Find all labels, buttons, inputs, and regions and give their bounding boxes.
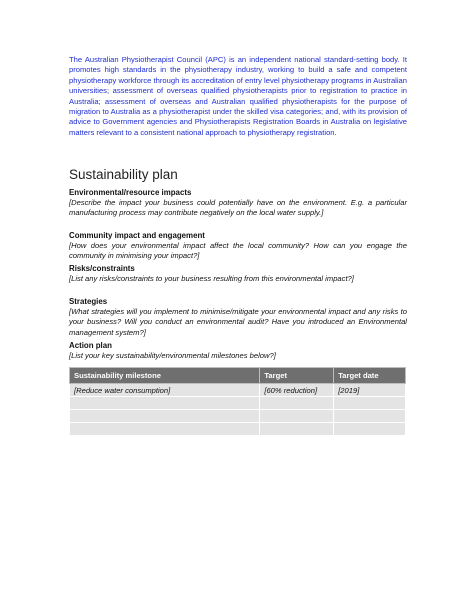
table-cell — [334, 410, 406, 423]
column-header-target: Target — [260, 368, 334, 384]
section-environmental-impacts — [69, 188, 407, 219]
table-row — [70, 423, 406, 436]
section-strategies — [69, 297, 407, 338]
section-body: [What strategies will you implement to minimise/mitigate your environmental impact and any risks to your business? Will you conduct an environmental audit? Have you introduced an Environmental management system?] — [69, 307, 407, 337]
section-title: Community impact and engagement — [69, 231, 205, 240]
page-title: Sustainability plan — [69, 167, 178, 182]
table-cell — [260, 423, 334, 436]
table-cell: [60% reduction] — [260, 384, 334, 397]
section-title: Environmental/resource impacts — [69, 188, 192, 197]
section-action-plan — [69, 341, 407, 361]
table-cell — [70, 397, 260, 410]
section-risks-constraints — [69, 264, 407, 284]
section-title: Risks/constraints — [69, 264, 135, 273]
section-body: [How does your environmental impact affect the local community? How can you engage the community in minimising your impact?] — [69, 241, 407, 261]
table-cell: [Reduce water consumption] — [70, 384, 260, 397]
section-title: Action plan — [69, 341, 112, 350]
section-body: [List your key sustainability/environmental milestones below?] — [69, 351, 276, 360]
table-cell — [260, 410, 334, 423]
section-body: [List any risks/constraints to your business resulting from this environmental impact?] — [69, 274, 354, 283]
section-body: [Describe the impact your business could potentially have on the environment. E.g. a particular manufacturing process may contribute negatively on the local water supply.] — [69, 198, 407, 218]
table-cell — [70, 410, 260, 423]
action-plan-table — [69, 367, 406, 436]
table-cell — [260, 397, 334, 410]
table-row — [70, 384, 406, 397]
column-header-milestone: Sustainability milestone — [70, 368, 260, 384]
table-cell — [334, 397, 406, 410]
table-cell — [334, 423, 406, 436]
table-cell — [70, 423, 260, 436]
table-row — [70, 410, 406, 423]
table-row — [70, 397, 406, 410]
intro-paragraph: The Australian Physiotherapist Council (APC) is an independent national standard-setting body. It promotes high standards in the physiotherapy industry, working to build a safe and competent physiotherapy workforce through its accreditation of entry level physiotherapy programs in Australian universities; assessment of overseas qualified physiotherapists prior to registration to practice in Australia; assessment of overseas and Australian qualified physiotherapists for the purpose of migration to Australia as a physiotherapist under the skilled visa categories; and, with its provision of advice to Government agencies and Physiotherapists Registration Boards in Australia on legislative matters relevant to a consistent national approach to physiotherapy registration. — [69, 55, 407, 137]
section-title: Strategies — [69, 297, 108, 306]
section-community-impact — [69, 231, 407, 262]
table-header-row — [70, 368, 406, 384]
table-cell: [2019] — [334, 384, 406, 397]
column-header-target-date: Target date — [334, 368, 406, 384]
